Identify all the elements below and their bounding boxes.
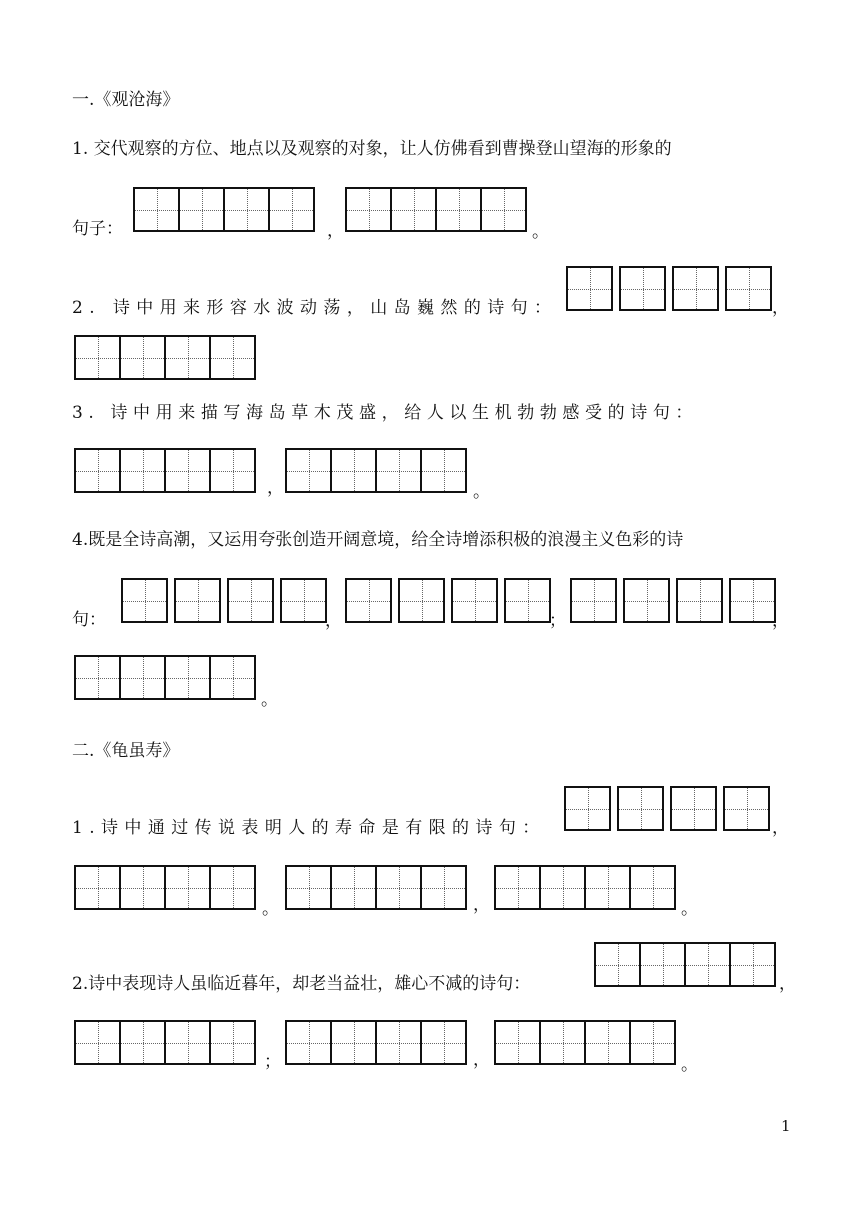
punctuation: ； (264, 1052, 281, 1072)
answer-cell[interactable] (617, 786, 664, 831)
answer-cell[interactable] (566, 266, 613, 311)
answer-cell[interactable] (375, 865, 422, 910)
answer-cell[interactable] (285, 448, 332, 493)
answer-cell[interactable] (539, 865, 586, 910)
answer-cell[interactable] (119, 865, 166, 910)
answer-cell[interactable] (594, 942, 641, 987)
answer-cell[interactable] (119, 655, 166, 700)
answer-box-group[interactable] (494, 1020, 674, 1065)
answer-cell[interactable] (670, 786, 717, 831)
question-text: 4.既是全诗高潮，又运用夸张创造开阔意境，给全诗增添积极的浪漫主义色彩的诗 (72, 530, 684, 550)
answer-cell[interactable] (623, 578, 670, 623)
answer-cell[interactable] (227, 578, 274, 623)
answer-cell[interactable] (345, 578, 392, 623)
question-text: 1. 交代观察的方位、地点以及观察的对象，让人仿佛看到曹操登山望海的形象的 (72, 139, 672, 159)
punctuation: ， (473, 1050, 490, 1070)
answer-box-group[interactable] (570, 578, 782, 623)
answer-cell[interactable] (330, 1020, 377, 1065)
answer-cell[interactable] (209, 865, 256, 910)
answer-cell[interactable] (345, 187, 392, 232)
punctuation: 。 (681, 899, 698, 919)
punctuation: ， (779, 974, 796, 994)
question-text: 1.诗中通过传说表明人的寿命是有限的诗句： (72, 818, 546, 838)
answer-box-group[interactable] (133, 187, 313, 232)
answer-cell[interactable] (74, 865, 121, 910)
question-text: 2.诗中表现诗人虽临近暮年，却老当益壮，雄心不减的诗句： (72, 974, 531, 994)
answer-cell[interactable] (570, 578, 617, 623)
answer-cell[interactable] (504, 578, 551, 623)
answer-cell[interactable] (375, 1020, 422, 1065)
answer-cell[interactable] (480, 187, 527, 232)
answer-cell[interactable] (676, 578, 723, 623)
answer-cell[interactable] (729, 942, 776, 987)
answer-box-group[interactable] (285, 1020, 465, 1065)
answer-cell[interactable] (121, 578, 168, 623)
answer-cell[interactable] (74, 448, 121, 493)
answer-cell[interactable] (330, 448, 377, 493)
answer-cell[interactable] (74, 655, 121, 700)
answer-box-group[interactable] (74, 1020, 254, 1065)
answer-box-group[interactable] (564, 786, 776, 831)
answer-box-group[interactable] (74, 655, 254, 700)
answer-cell[interactable] (494, 865, 541, 910)
answer-cell[interactable] (119, 335, 166, 380)
answer-cell[interactable] (164, 448, 211, 493)
answer-box-group[interactable] (285, 448, 465, 493)
punctuation: ； (549, 611, 566, 631)
answer-cell[interactable] (539, 1020, 586, 1065)
answer-cell[interactable] (435, 187, 482, 232)
punctuation: ， (772, 298, 789, 318)
answer-cell[interactable] (74, 335, 121, 380)
answer-box-group[interactable] (345, 578, 557, 623)
answer-cell[interactable] (285, 865, 332, 910)
answer-cell[interactable] (330, 865, 377, 910)
answer-cell[interactable] (584, 865, 631, 910)
punctuation: 。 (473, 482, 490, 502)
answer-cell[interactable] (564, 786, 611, 831)
answer-cell[interactable] (133, 187, 180, 232)
answer-cell[interactable] (174, 578, 221, 623)
punctuation: 。 (262, 899, 279, 919)
answer-cell[interactable] (723, 786, 770, 831)
answer-cell[interactable] (629, 1020, 676, 1065)
answer-cell[interactable] (420, 865, 467, 910)
answer-cell[interactable] (725, 266, 772, 311)
answer-cell[interactable] (390, 187, 437, 232)
answer-cell[interactable] (164, 1020, 211, 1065)
answer-cell[interactable] (420, 448, 467, 493)
answer-box-group[interactable] (594, 942, 774, 987)
answer-cell[interactable] (451, 578, 498, 623)
question-text: 句子： (72, 219, 123, 239)
answer-cell[interactable] (223, 187, 270, 232)
answer-box-group[interactable] (121, 578, 333, 623)
answer-cell[interactable] (178, 187, 225, 232)
answer-cell[interactable] (119, 1020, 166, 1065)
question-text: 句： (72, 610, 106, 630)
answer-cell[interactable] (629, 865, 676, 910)
answer-cell[interactable] (729, 578, 776, 623)
answer-cell[interactable] (209, 448, 256, 493)
answer-box-group[interactable] (566, 266, 778, 311)
answer-cell[interactable] (684, 942, 731, 987)
punctuation: ， (267, 478, 284, 498)
punctuation: ， (473, 895, 490, 915)
answer-box-group[interactable] (74, 335, 254, 380)
answer-cell[interactable] (164, 865, 211, 910)
answer-cell[interactable] (494, 1020, 541, 1065)
answer-cell[interactable] (420, 1020, 467, 1065)
answer-box-group[interactable] (285, 865, 465, 910)
answer-box-group[interactable] (74, 865, 254, 910)
answer-cell[interactable] (672, 266, 719, 311)
answer-cell[interactable] (619, 266, 666, 311)
answer-cell[interactable] (280, 578, 327, 623)
answer-cell[interactable] (209, 655, 256, 700)
question-text: 3. 诗中用来描写海岛草木茂盛，给人以生机勃勃感受的诗句： (72, 403, 699, 423)
section-title: 一.《观沧海》 (72, 90, 180, 110)
answer-cell[interactable] (584, 1020, 631, 1065)
answer-cell[interactable] (398, 578, 445, 623)
answer-cell[interactable] (164, 655, 211, 700)
answer-box-group[interactable] (345, 187, 525, 232)
answer-box-group[interactable] (494, 865, 674, 910)
section-title: 二.《龟虽寿》 (72, 741, 180, 761)
punctuation: 。 (532, 222, 549, 242)
punctuation: ， (772, 611, 789, 631)
punctuation: 。 (261, 690, 278, 710)
answer-cell[interactable] (639, 942, 686, 987)
answer-box-group[interactable] (74, 448, 254, 493)
answer-cell[interactable] (119, 448, 166, 493)
punctuation: ， (325, 611, 342, 631)
punctuation: 。 (681, 1055, 698, 1075)
answer-cell[interactable] (285, 1020, 332, 1065)
answer-cell[interactable] (74, 1020, 121, 1065)
question-text: 2. 诗中用来形容水波动荡，山岛巍然的诗句： (72, 298, 558, 318)
answer-cell[interactable] (164, 335, 211, 380)
answer-cell[interactable] (209, 335, 256, 380)
answer-cell[interactable] (209, 1020, 256, 1065)
answer-cell[interactable] (375, 448, 422, 493)
answer-cell[interactable] (268, 187, 315, 232)
punctuation: ， (327, 221, 344, 241)
punctuation: ， (772, 818, 789, 838)
page-number: 1 (781, 1117, 791, 1135)
